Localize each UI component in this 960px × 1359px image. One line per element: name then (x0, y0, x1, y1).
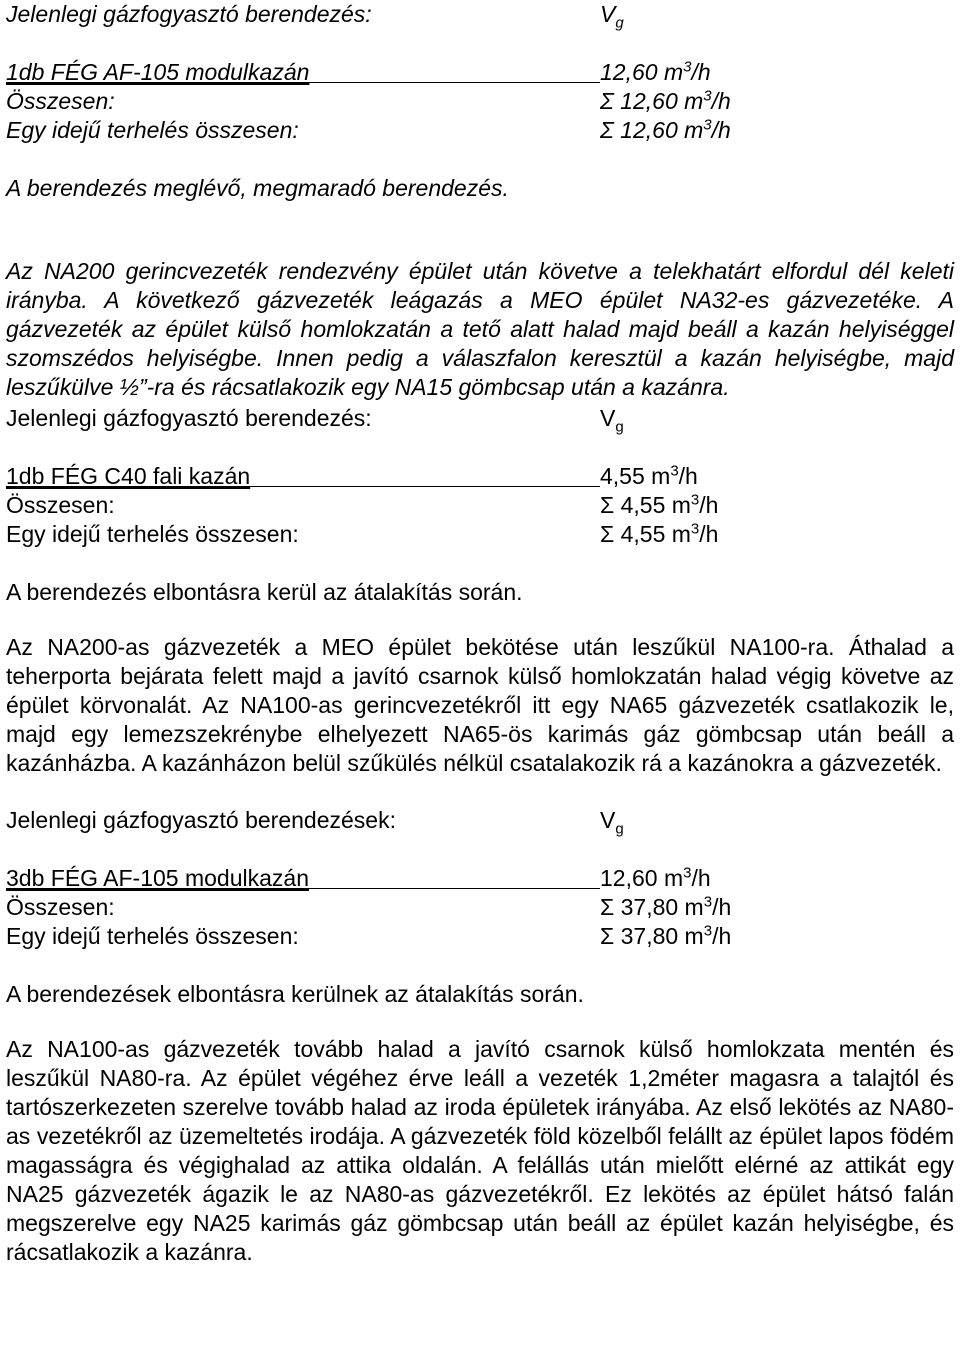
equipment-note: A berendezés meglévő, megmaradó berendezés. (6, 175, 509, 201)
simultaneous-load-row (6, 116, 954, 145)
equipment-note-row (6, 578, 954, 607)
equipment-item-name: 1db FÉG AF-105 modulkazán (6, 59, 310, 85)
equipment-note: A berendezések elbontásra kerülnek az átalakítás során. (6, 981, 584, 1007)
document-page (6, 0, 954, 1267)
equipment-note-row (6, 174, 954, 203)
equipment-item-value: 4,55 $m^3/h$ (600, 462, 698, 489)
equipment-heading: Jelenlegi gázfogyasztó berendezés: (6, 405, 372, 431)
paragraph: Az NA200-as gázvezeték a MEO épület bekötése után leszűkül NA100-ra. Áthalad a teherporta bejárata felett majd a javító csarnok külső homlokzatán halad végig követve az épület körvonalát. Az NA100-as gerincvezetékről itt egy NA65 gázvezeték csatlakozik le, majd egy lemezszekrénybe elhelyezett NA65-ös karimás gáz gömbcsap után beáll a kazánházba. A kazánházon belül szűkülés nélkül csatalakozik rá a kazánokra a gázvezeték. (6, 634, 954, 776)
total-row (6, 87, 954, 116)
paragraph: Az NA100-as gázvezeték tovább halad a javító csarnok külső homlokzata mentén és leszűkül NA80-ra. Az épület végéhez érve leáll a vezeték 1,2méter magasra a talajtól és tartószerkezeten szerelve tovább halad az iroda épületek irányába. Az első lekötés az NA80-as vezetékről az üzemeltetés irodája. A gázvezeték föld közelből felállt az épület lapos födém magasságra és végighalad az attika oldalán. A felállás után mielőtt elérné az attikát egy NA25 gázvezeték ágazik le az NA80-as gázvezetékről. Ez lekötés az épület hátsó falán megszerelve egy NA25 karimás gáz gömbcsap után beáll az épület kazán helyiségbe, és rácsatlakozik a kazánra. (6, 1036, 954, 1265)
equipment-heading: Jelenlegi gázfogyasztó berendezések: (6, 807, 396, 833)
total-value: Σ 12,60 $m^3/h$ (600, 87, 731, 114)
total-label: Összesen: (6, 492, 115, 518)
simultaneous-load-value: Σ 4,55 $m^3/h$ (600, 520, 719, 547)
simultaneous-load-value: Σ 12,60 $m^3/h$ (600, 116, 731, 143)
simultaneous-load-label: Egy idejű terhelés összesen: (6, 117, 299, 143)
equipment-item-row (6, 58, 954, 87)
equipment-item-row (6, 864, 954, 893)
equipment-note-row (6, 980, 954, 1009)
equipment-item-row (6, 462, 954, 491)
equipment-note: A berendezés elbontásra kerül az átalakítás során. (6, 579, 523, 605)
total-label: Összesen: (6, 88, 115, 114)
equipment-heading-row (6, 404, 954, 436)
total-row (6, 491, 954, 520)
flow-symbol: $V_g$ (600, 405, 624, 436)
equipment-heading-row (6, 0, 954, 32)
total-label: Összesen: (6, 894, 115, 920)
paragraph: Az NA200 gerincvezeték rendezvény épület után követve a telekhatárt elfordul dél keleti irányba. A következő gázvezeték leágazás a MEO épület NA32-es gázvezetéke. A gázvezeték az épület külső homlokzatán a tető alatt halad majd beáll a kazán helyiséggel szomszédos helyiségbe. Innen pedig a válaszfalon keresztül a kazán helyiségbe, majd leszűkülve ½”-ra és rácsatlakozik egy NA15 gömbcsap után a kazánra. (6, 258, 954, 400)
equipment-heading: Jelenlegi gázfogyasztó berendezés: (6, 1, 372, 27)
simultaneous-load-value: Σ 37,80 $m^3/h$ (600, 922, 732, 949)
simultaneous-load-row (6, 922, 954, 951)
equipment-item-value: 12,60 $m^3/h$ (600, 864, 711, 891)
simultaneous-load-label: Egy idejű terhelés összesen: (6, 923, 299, 949)
equipment-item-name: 1db FÉG C40 fali kazán (6, 463, 251, 489)
total-value: Σ 37,80 $m^3/h$ (600, 893, 732, 920)
equipment-item-value: 12,60 $m^3/h$ (600, 58, 711, 85)
flow-symbol: $V_g$ (600, 807, 624, 838)
total-value: Σ 4,55 $m^3/h$ (600, 491, 719, 518)
simultaneous-load-label: Egy idejű terhelés összesen: (6, 521, 299, 547)
total-row (6, 893, 954, 922)
equipment-item-name: 3db FÉG AF-105 modulkazán (6, 865, 309, 891)
equipment-heading-row (6, 806, 954, 838)
flow-symbol: $V_g$ (600, 1, 624, 32)
simultaneous-load-row (6, 520, 954, 549)
